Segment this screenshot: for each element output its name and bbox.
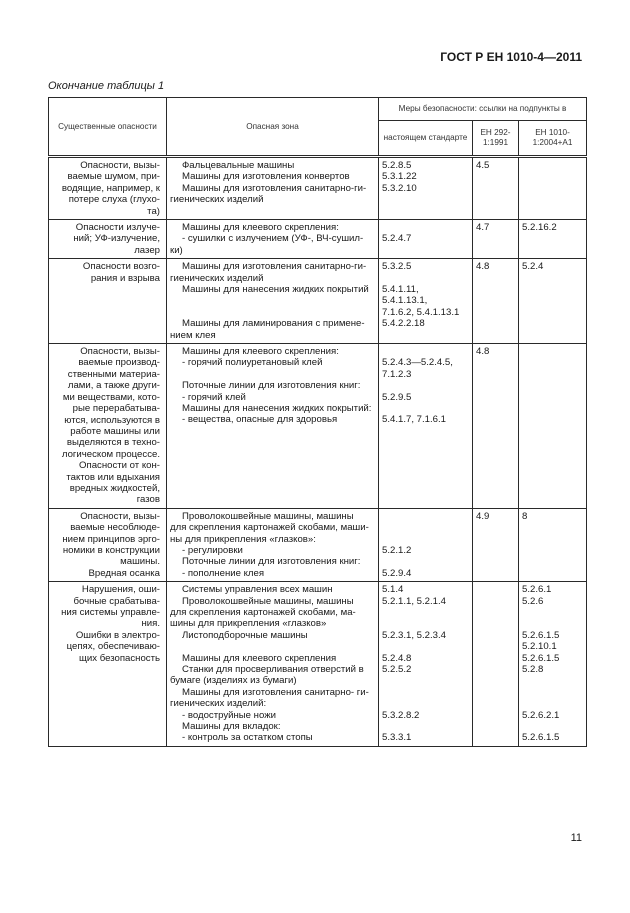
zone-cell-line: гиенических изделий [170, 272, 264, 284]
hazard-cell-line: номики в конструкции [62, 544, 160, 556]
hazard-cell-line: логическом процессе. [61, 448, 160, 460]
zone-cell-line: Системы управления всех машин [182, 584, 333, 596]
en1010-cell [519, 157, 587, 220]
en1010-cell-line: 5.2.6.1.5 [522, 732, 560, 744]
this-standard-cell-line: 5.2.5.2 [382, 663, 412, 675]
hazard-cell-line: лазер [134, 244, 160, 256]
zone-cell-line [170, 307, 375, 318]
this-standard-cell-line: 5.4.1.13.1, [382, 295, 428, 307]
hazard-cell-line: машины. [120, 556, 160, 568]
zone-cell-line: - регулировки [182, 544, 243, 556]
page-number: 11 [570, 832, 582, 844]
hazard-cell-line: Опасности возго- [82, 261, 160, 273]
en1010-cell-line: 5.2.6.1.5 [522, 629, 560, 641]
this-standard-cell [379, 508, 473, 581]
this-standard-cell [379, 344, 473, 509]
zone-cell-line: Станки для просверливания отверстий в [182, 664, 364, 676]
this-standard-cell [379, 582, 473, 747]
en1010-cell-line: 5.2.4 [522, 261, 544, 273]
col-en292-header: ЕН 292-1:1991 [473, 121, 519, 157]
en1010-cell [519, 344, 587, 509]
this-standard-cell-line [382, 618, 469, 629]
hazard-cell-line: рания и взрыва [90, 272, 160, 284]
hazard-cell-line: Опасности, вызы- [80, 160, 160, 171]
zone-cell-line: ны для прикрепления «глазков»: [170, 533, 316, 545]
zone-cell-line: для скрепления картонажей скобами, ма- [170, 607, 356, 618]
document-id: ГОСТ Р ЕН 1010-4—2011 [440, 50, 582, 64]
this-standard-cell-line: 7.1.6.2, 5.4.1.13.1 [382, 306, 460, 318]
zone-cell-line: - контроль за остатком стопы [182, 732, 313, 744]
this-standard-cell-line [382, 346, 469, 357]
en292-cell [473, 582, 519, 747]
this-standard-cell-line: 5.2.4.3—5.2.4.5, [382, 357, 453, 369]
zone-cell-line: Поточные линии для изготовления книг: [182, 380, 361, 392]
hazard-cell-line: Опасности, вызы- [80, 346, 160, 358]
hazard-cell-line: ния. [141, 618, 160, 630]
hazard-cell-line: Нарушения, оши- [81, 584, 160, 596]
zone-cell-line: Машины для клеевого скрепления: [182, 222, 339, 234]
this-standard-cell-line: 5.2.9.5 [382, 391, 412, 403]
zone-cell-line: Машины для клеевого скрепления [182, 652, 337, 664]
en292-cell [473, 220, 519, 259]
en292-cell-line: 4.8 [476, 346, 490, 358]
zone-cell [167, 157, 379, 220]
this-standard-cell-line: 5.3.1.22 [382, 171, 417, 183]
hazard-cell-line: ваемые производ- [78, 357, 160, 369]
table-row [49, 259, 587, 344]
this-standard-cell-line: 5.2.4.8 [382, 652, 412, 664]
this-standard-cell-line [382, 403, 469, 414]
en1010-cell-line: 8 [522, 510, 528, 522]
zone-cell [167, 259, 379, 344]
zone-cell-line: - водоструйные ножи [182, 709, 276, 721]
en1010-cell-line [522, 618, 583, 629]
zone-cell-line: Машины для ламинирования с примене- [182, 318, 365, 330]
hazard-cell-line: ми веществами, кото- [62, 391, 160, 403]
hazard-cell-line: ний; УФ-излучение, [73, 233, 160, 245]
this-standard-cell-line [382, 522, 469, 533]
hazard-cell-line: ются, используются в [64, 414, 160, 426]
en1010-cell [519, 259, 587, 344]
zone-cell-line: Машины для изготовления санитарно- ги- [182, 686, 369, 698]
en1010-cell-line: 5.2.8 [522, 664, 544, 675]
zone-cell-line: для скрепления картонажей скобами, маши- [170, 522, 369, 534]
en292-cell-line: 4.5 [476, 160, 490, 171]
hazard-cell-line: лами, а также други- [67, 380, 160, 392]
this-standard-cell-line [382, 721, 469, 732]
table-row [49, 582, 587, 747]
col-this-standard-header: настоящем стандарте [379, 121, 473, 157]
en1010-cell-line [522, 698, 583, 709]
hazard-cell [49, 582, 167, 747]
hazard-cell-line: рые перерабатыва- [72, 403, 160, 415]
this-standard-cell-line [382, 641, 469, 652]
hazard-cell-line: бочные срабатыва- [73, 595, 160, 607]
hazard-cell-line: щих безопасность [78, 652, 160, 664]
this-standard-cell-line [382, 534, 469, 545]
zone-cell-line: гиенических изделий: [170, 698, 267, 710]
hazard-cell-line: выделяются в техно- [66, 437, 160, 449]
this-standard-cell-line [382, 245, 469, 256]
en1010-cell [519, 582, 587, 747]
hazard-cell-line: тактов или вдыхания [66, 471, 160, 483]
hazard-cell-line: ваемые шумом, при- [67, 171, 160, 183]
en292-cell [473, 508, 519, 581]
this-standard-cell-line [382, 330, 469, 341]
this-standard-cell-line: 5.3.3.1 [382, 732, 412, 744]
en1010-cell [519, 508, 587, 581]
this-standard-cell-line [382, 194, 469, 205]
hazard-cell-line: нием принципов эрго- [62, 533, 160, 545]
zone-cell-line: Машины для вкладок: [182, 721, 281, 733]
this-standard-cell-line [382, 607, 469, 618]
zone-cell-line: Машины для нанесения жидких покрытий [182, 284, 369, 296]
zone-cell-line: гиенических изделий [170, 194, 264, 206]
en1010-cell-line: 5.2.6 [522, 595, 544, 607]
en1010-cell-line: 5.2.16.2 [522, 222, 557, 234]
en292-cell-line: 4.9 [476, 510, 490, 522]
safety-table [48, 97, 587, 747]
zone-cell-line: - вещества, опасные для здоровья [182, 414, 338, 426]
this-standard-cell-line: 5.2.8.5 [382, 160, 412, 171]
this-standard-cell-line: 5.3.2.10 [382, 182, 417, 194]
hazard-cell-line: ния системы управле- [61, 607, 160, 618]
hazard-cell [49, 220, 167, 259]
col-measures-header: Меры безопасности: ссылки на подпункты в [379, 98, 587, 121]
zone-cell [167, 582, 379, 747]
en292-cell [473, 344, 519, 509]
hazard-cell-line: Опасности, вызы- [80, 510, 160, 522]
table-row [49, 157, 587, 220]
this-standard-cell-line [382, 687, 469, 698]
this-standard-cell-line [382, 698, 469, 709]
hazard-cell-line: цепях, обеспечиваю- [66, 641, 160, 653]
zone-cell-line: нием клея [170, 329, 216, 341]
hazard-cell-line: работе машины или [70, 425, 160, 437]
this-standard-cell [379, 220, 473, 259]
zone-cell-line: ки) [170, 244, 183, 256]
zone-cell-line: Листоподборочные машины [182, 629, 308, 641]
col-en1010-header: ЕН 1010-1:2004+А1 [519, 121, 587, 157]
en1010-cell-line: 5.2.6.2.1 [522, 709, 560, 721]
en1010-cell-line: 5.2.6.1.5 [522, 652, 560, 664]
zone-cell-line: - сушилки с излучением (УФ-, ВЧ-сушил- [182, 233, 364, 245]
hazard-cell-line: вредных жидкостей, [69, 482, 160, 494]
zone-cell-line: Машины для клеевого скрепления: [182, 346, 339, 358]
hazard-cell-line: Ошибки в электро- [75, 629, 160, 641]
en292-cell-line: 4.7 [476, 222, 490, 234]
en1010-cell-line: 5.2.6.1 [522, 584, 552, 596]
hazard-cell-line: ственными материа- [67, 368, 160, 380]
en1010-cell-line [522, 607, 583, 618]
en292-cell-line: 4.8 [476, 261, 490, 273]
this-standard-cell-line: 5.3.2.5 [382, 261, 412, 273]
hazard-cell [49, 508, 167, 581]
en1010-cell-line [522, 675, 583, 686]
en292-cell [473, 157, 519, 220]
zone-cell-line: Фальцевальные машины [182, 160, 295, 171]
hazard-cell-line: Вредная осанка [88, 567, 160, 579]
this-standard-cell-line [382, 675, 469, 686]
hazard-cell-line: газов [136, 494, 160, 506]
zone-cell-line [170, 641, 375, 652]
this-standard-cell [379, 157, 473, 220]
zone-cell-line: бумаге (изделиях из бумаги) [170, 675, 297, 687]
hazard-cell-line: водящие, например, к [61, 182, 160, 194]
this-standard-cell-line: 5.3.2.8.2 [382, 709, 420, 721]
hazard-cell-line: та) [147, 205, 160, 217]
this-standard-cell-line: 5.2.1.2 [382, 544, 412, 556]
hazard-cell [49, 259, 167, 344]
col-hazards-header: Существенные опасности [49, 98, 167, 157]
this-standard-cell-line [382, 556, 469, 567]
this-standard-cell-line [382, 273, 469, 284]
zone-cell-line: Проволокошвейные машины, машины [182, 595, 354, 607]
table-row [49, 508, 587, 581]
this-standard-cell-line [382, 380, 469, 391]
hazard-cell-line: Опасности излуче- [75, 222, 160, 234]
hazard-cell [49, 157, 167, 220]
zone-cell [167, 344, 379, 509]
en1010-cell [519, 220, 587, 259]
hazard-cell-line: ваемые несоблюде- [70, 522, 160, 534]
zone-cell-line: Проволокошвейные машины, машины [182, 510, 354, 522]
en1010-cell-line: 5.2.10.1 [522, 641, 557, 653]
zone-cell-line [170, 369, 375, 380]
zone-cell-line: Машины для изготовления конвертов [182, 171, 350, 183]
en1010-cell-line [522, 721, 583, 732]
zone-cell-line: Машины для изготовления санитарно-ги- [182, 182, 367, 194]
this-standard-cell-line: 5.4.2.2.18 [382, 318, 425, 330]
zone-cell-line: Поточные линии для изготовления книг: [182, 556, 361, 568]
zone-cell-line: - горячий полиуретановый клей [182, 357, 323, 369]
this-standard-cell-line: 5.2.9.4 [382, 567, 412, 579]
zone-cell-line [170, 295, 375, 306]
zone-cell [167, 508, 379, 581]
this-standard-cell-line: 5.2.1.1, 5.2.1.4 [382, 595, 447, 607]
this-standard-cell-line: 5.4.1.11, [382, 284, 419, 296]
table-row [49, 220, 587, 259]
this-standard-cell-line: 5.4.1.7, 7.1.6.1 [382, 414, 447, 426]
hazard-cell [49, 344, 167, 509]
this-standard-cell-line: 5.2.3.1, 5.2.3.4 [382, 629, 447, 641]
zone-cell-line: - пополнение клея [182, 567, 265, 579]
zone-cell [167, 220, 379, 259]
table-row [49, 344, 587, 509]
table-caption: Окончание таблицы 1 [48, 80, 165, 92]
col-zone-header: Опасная зона [167, 98, 379, 157]
this-standard-cell-line: 5.2.4.7 [382, 233, 412, 245]
zone-cell-line: Машины для изготовления санитарно-ги- [182, 261, 367, 273]
zone-cell-line: Машины для нанесения жидких покрытий: [182, 403, 372, 415]
this-standard-cell-line [382, 222, 469, 233]
hazard-cell-line: Опасности от кон- [79, 460, 160, 472]
this-standard-cell [379, 259, 473, 344]
this-standard-cell-line [382, 511, 469, 522]
this-standard-cell-line: 5.1.4 [382, 584, 404, 596]
en292-cell [473, 259, 519, 344]
zone-cell-line: - горячий клей [182, 391, 246, 403]
hazard-cell-line: потере слуха (глухо- [68, 194, 160, 206]
en1010-cell-line [522, 687, 583, 698]
zone-cell-line: шины для прикрепления «глазков» [170, 618, 327, 630]
this-standard-cell-line: 7.1.2.3 [382, 368, 412, 380]
